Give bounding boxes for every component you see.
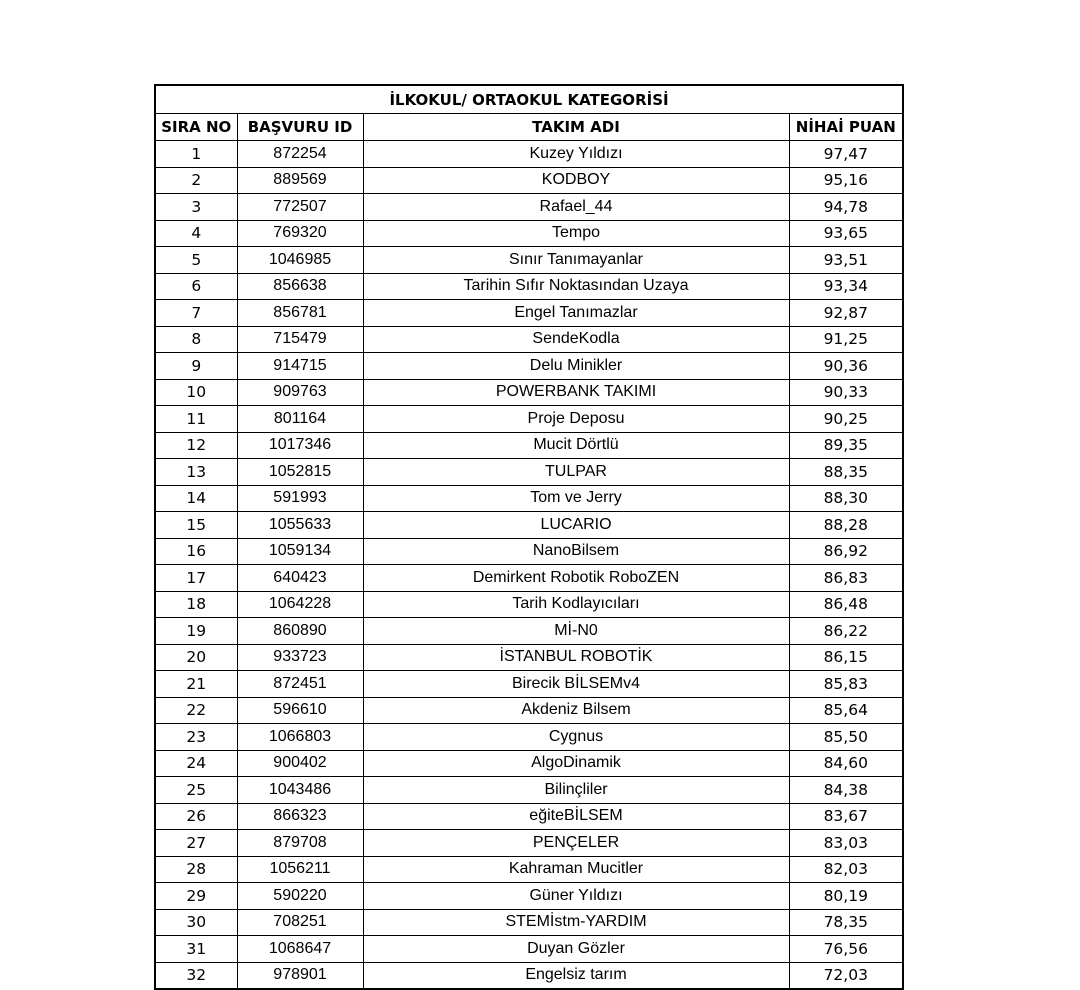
basvuru-id-cell: 769320 <box>237 220 363 247</box>
nihai-puan-cell: 94,78 <box>789 194 903 221</box>
nihai-puan-cell: 92,87 <box>789 300 903 327</box>
sira-no-cell: 9 <box>155 353 237 380</box>
table-row <box>155 485 903 512</box>
takim-adi-cell: Bilinçliler <box>363 777 789 804</box>
basvuru-id-cell: 933723 <box>237 644 363 671</box>
nihai-puan-cell: 83,67 <box>789 803 903 830</box>
nihai-puan-cell: 93,65 <box>789 220 903 247</box>
basvuru-id-cell: 640423 <box>237 565 363 592</box>
results-table <box>154 84 904 990</box>
basvuru-id-cell: 1068647 <box>237 936 363 963</box>
table-row <box>155 273 903 300</box>
table-row <box>155 194 903 221</box>
basvuru-id-cell: 1052815 <box>237 459 363 486</box>
nihai-puan-cell: 90,36 <box>789 353 903 380</box>
basvuru-id-cell: 879708 <box>237 830 363 857</box>
table-body <box>155 141 903 990</box>
table-title-row <box>155 85 903 114</box>
basvuru-id-cell: 801164 <box>237 406 363 433</box>
sira-no-cell: 18 <box>155 591 237 618</box>
nihai-puan-cell: 93,34 <box>789 273 903 300</box>
basvuru-id-cell: 1056211 <box>237 856 363 883</box>
nihai-puan-cell: 83,03 <box>789 830 903 857</box>
takim-adi-cell: Tempo <box>363 220 789 247</box>
sira-no-cell: 32 <box>155 962 237 989</box>
takim-adi-cell: Kahraman Mucitler <box>363 856 789 883</box>
basvuru-id-cell: 1064228 <box>237 591 363 618</box>
takim-adi-cell: Cygnus <box>363 724 789 751</box>
table-row <box>155 512 903 539</box>
nihai-puan-cell: 86,92 <box>789 538 903 565</box>
column-header-basvuru-id: BAŞVURU ID <box>237 114 363 141</box>
nihai-puan-cell: 76,56 <box>789 936 903 963</box>
column-header-sira-no: SIRA NO <box>155 114 237 141</box>
takim-adi-cell: Mucit Dörtlü <box>363 432 789 459</box>
sira-no-cell: 2 <box>155 167 237 194</box>
table-row <box>155 565 903 592</box>
takim-adi-cell: PENÇELER <box>363 830 789 857</box>
takim-adi-cell: STEMİstm-YARDIM <box>363 909 789 936</box>
nihai-puan-cell: 88,28 <box>789 512 903 539</box>
nihai-puan-cell: 84,60 <box>789 750 903 777</box>
table-row <box>155 777 903 804</box>
table-row <box>155 247 903 274</box>
basvuru-id-cell: 978901 <box>237 962 363 989</box>
sira-no-cell: 19 <box>155 618 237 645</box>
table-row <box>155 750 903 777</box>
sira-no-cell: 7 <box>155 300 237 327</box>
nihai-puan-cell: 90,25 <box>789 406 903 433</box>
table-row <box>155 909 903 936</box>
nihai-puan-cell: 85,83 <box>789 671 903 698</box>
takim-adi-cell: Tarihin Sıfır Noktasından Uzaya <box>363 273 789 300</box>
takim-adi-cell: Engel Tanımazlar <box>363 300 789 327</box>
nihai-puan-cell: 82,03 <box>789 856 903 883</box>
nihai-puan-cell: 78,35 <box>789 909 903 936</box>
takim-adi-cell: SendeKodla <box>363 326 789 353</box>
table-row <box>155 379 903 406</box>
nihai-puan-cell: 88,35 <box>789 459 903 486</box>
takim-adi-cell: eğiteBİLSEM <box>363 803 789 830</box>
basvuru-id-cell: 856638 <box>237 273 363 300</box>
table-row <box>155 803 903 830</box>
sira-no-cell: 28 <box>155 856 237 883</box>
sira-no-cell: 22 <box>155 697 237 724</box>
takim-adi-cell: Akdeniz Bilsem <box>363 697 789 724</box>
sira-no-cell: 23 <box>155 724 237 751</box>
takim-adi-cell: Tom ve Jerry <box>363 485 789 512</box>
takim-adi-cell: Kuzey Yıldızı <box>363 141 789 168</box>
takim-adi-cell: Duyan Gözler <box>363 936 789 963</box>
table-row <box>155 962 903 989</box>
basvuru-id-cell: 914715 <box>237 353 363 380</box>
table-header-row <box>155 114 903 141</box>
table-row <box>155 326 903 353</box>
nihai-puan-cell: 90,33 <box>789 379 903 406</box>
basvuru-id-cell: 1066803 <box>237 724 363 751</box>
basvuru-id-cell: 772507 <box>237 194 363 221</box>
basvuru-id-cell: 1059134 <box>237 538 363 565</box>
table-row <box>155 538 903 565</box>
sira-no-cell: 8 <box>155 326 237 353</box>
basvuru-id-cell: 715479 <box>237 326 363 353</box>
takim-adi-cell: Mİ-N0 <box>363 618 789 645</box>
sira-no-cell: 5 <box>155 247 237 274</box>
basvuru-id-cell: 860890 <box>237 618 363 645</box>
nihai-puan-cell: 88,30 <box>789 485 903 512</box>
takim-adi-cell: Rafael_44 <box>363 194 789 221</box>
sira-no-cell: 26 <box>155 803 237 830</box>
takim-adi-cell: POWERBANK TAKIMI <box>363 379 789 406</box>
nihai-puan-cell: 72,03 <box>789 962 903 989</box>
takim-adi-cell: Birecik BİLSEMv4 <box>363 671 789 698</box>
table-row <box>155 459 903 486</box>
takim-adi-cell: LUCARIO <box>363 512 789 539</box>
sira-no-cell: 20 <box>155 644 237 671</box>
sira-no-cell: 24 <box>155 750 237 777</box>
nihai-puan-cell: 84,38 <box>789 777 903 804</box>
nihai-puan-cell: 86,48 <box>789 591 903 618</box>
basvuru-id-cell: 872254 <box>237 141 363 168</box>
table-row <box>155 883 903 910</box>
basvuru-id-cell: 900402 <box>237 750 363 777</box>
table-row <box>155 697 903 724</box>
table-row <box>155 353 903 380</box>
takim-adi-cell: KODBOY <box>363 167 789 194</box>
basvuru-id-cell: 591993 <box>237 485 363 512</box>
nihai-puan-cell: 95,16 <box>789 167 903 194</box>
table-row <box>155 432 903 459</box>
basvuru-id-cell: 872451 <box>237 671 363 698</box>
table-row <box>155 591 903 618</box>
column-header-nihai-puan: NİHAİ PUAN <box>789 114 903 141</box>
sira-no-cell: 16 <box>155 538 237 565</box>
takim-adi-cell: Tarih Kodlayıcıları <box>363 591 789 618</box>
table-row <box>155 671 903 698</box>
basvuru-id-cell: 856781 <box>237 300 363 327</box>
table-row <box>155 300 903 327</box>
sira-no-cell: 1 <box>155 141 237 168</box>
nihai-puan-cell: 80,19 <box>789 883 903 910</box>
sira-no-cell: 12 <box>155 432 237 459</box>
basvuru-id-cell: 909763 <box>237 379 363 406</box>
sira-no-cell: 3 <box>155 194 237 221</box>
nihai-puan-cell: 86,15 <box>789 644 903 671</box>
basvuru-id-cell: 1043486 <box>237 777 363 804</box>
sira-no-cell: 15 <box>155 512 237 539</box>
nihai-puan-cell: 85,50 <box>789 724 903 751</box>
table-row <box>155 830 903 857</box>
table-title: İLKOKUL/ ORTAOKUL KATEGORİSİ <box>155 85 903 114</box>
table-row <box>155 644 903 671</box>
nihai-puan-cell: 97,47 <box>789 141 903 168</box>
sira-no-cell: 27 <box>155 830 237 857</box>
nihai-puan-cell: 86,22 <box>789 618 903 645</box>
sira-no-cell: 25 <box>155 777 237 804</box>
column-header-takim-adi: TAKIM ADI <box>363 114 789 141</box>
takim-adi-cell: Engelsiz tarım <box>363 962 789 989</box>
table-row <box>155 936 903 963</box>
takim-adi-cell: İSTANBUL ROBOTİK <box>363 644 789 671</box>
sira-no-cell: 11 <box>155 406 237 433</box>
takim-adi-cell: Güner Yıldızı <box>363 883 789 910</box>
sira-no-cell: 13 <box>155 459 237 486</box>
sira-no-cell: 6 <box>155 273 237 300</box>
sira-no-cell: 30 <box>155 909 237 936</box>
basvuru-id-cell: 889569 <box>237 167 363 194</box>
takim-adi-cell: Demirkent Robotik RoboZEN <box>363 565 789 592</box>
takim-adi-cell: NanoBilsem <box>363 538 789 565</box>
nihai-puan-cell: 85,64 <box>789 697 903 724</box>
basvuru-id-cell: 866323 <box>237 803 363 830</box>
table-row <box>155 141 903 168</box>
sira-no-cell: 14 <box>155 485 237 512</box>
basvuru-id-cell: 590220 <box>237 883 363 910</box>
table-row <box>155 406 903 433</box>
table-row <box>155 724 903 751</box>
sira-no-cell: 4 <box>155 220 237 247</box>
basvuru-id-cell: 1046985 <box>237 247 363 274</box>
table-row <box>155 220 903 247</box>
sira-no-cell: 31 <box>155 936 237 963</box>
takim-adi-cell: Sınır Tanımayanlar <box>363 247 789 274</box>
takim-adi-cell: Proje Deposu <box>363 406 789 433</box>
nihai-puan-cell: 86,83 <box>789 565 903 592</box>
nihai-puan-cell: 91,25 <box>789 326 903 353</box>
takim-adi-cell: AlgoDinamik <box>363 750 789 777</box>
table-row <box>155 856 903 883</box>
takim-adi-cell: TULPAR <box>363 459 789 486</box>
sira-no-cell: 10 <box>155 379 237 406</box>
sira-no-cell: 29 <box>155 883 237 910</box>
nihai-puan-cell: 93,51 <box>789 247 903 274</box>
table-row <box>155 618 903 645</box>
nihai-puan-cell: 89,35 <box>789 432 903 459</box>
basvuru-id-cell: 1055633 <box>237 512 363 539</box>
basvuru-id-cell: 1017346 <box>237 432 363 459</box>
basvuru-id-cell: 708251 <box>237 909 363 936</box>
basvuru-id-cell: 596610 <box>237 697 363 724</box>
sira-no-cell: 17 <box>155 565 237 592</box>
sira-no-cell: 21 <box>155 671 237 698</box>
table-row <box>155 167 903 194</box>
takim-adi-cell: Delu Minikler <box>363 353 789 380</box>
